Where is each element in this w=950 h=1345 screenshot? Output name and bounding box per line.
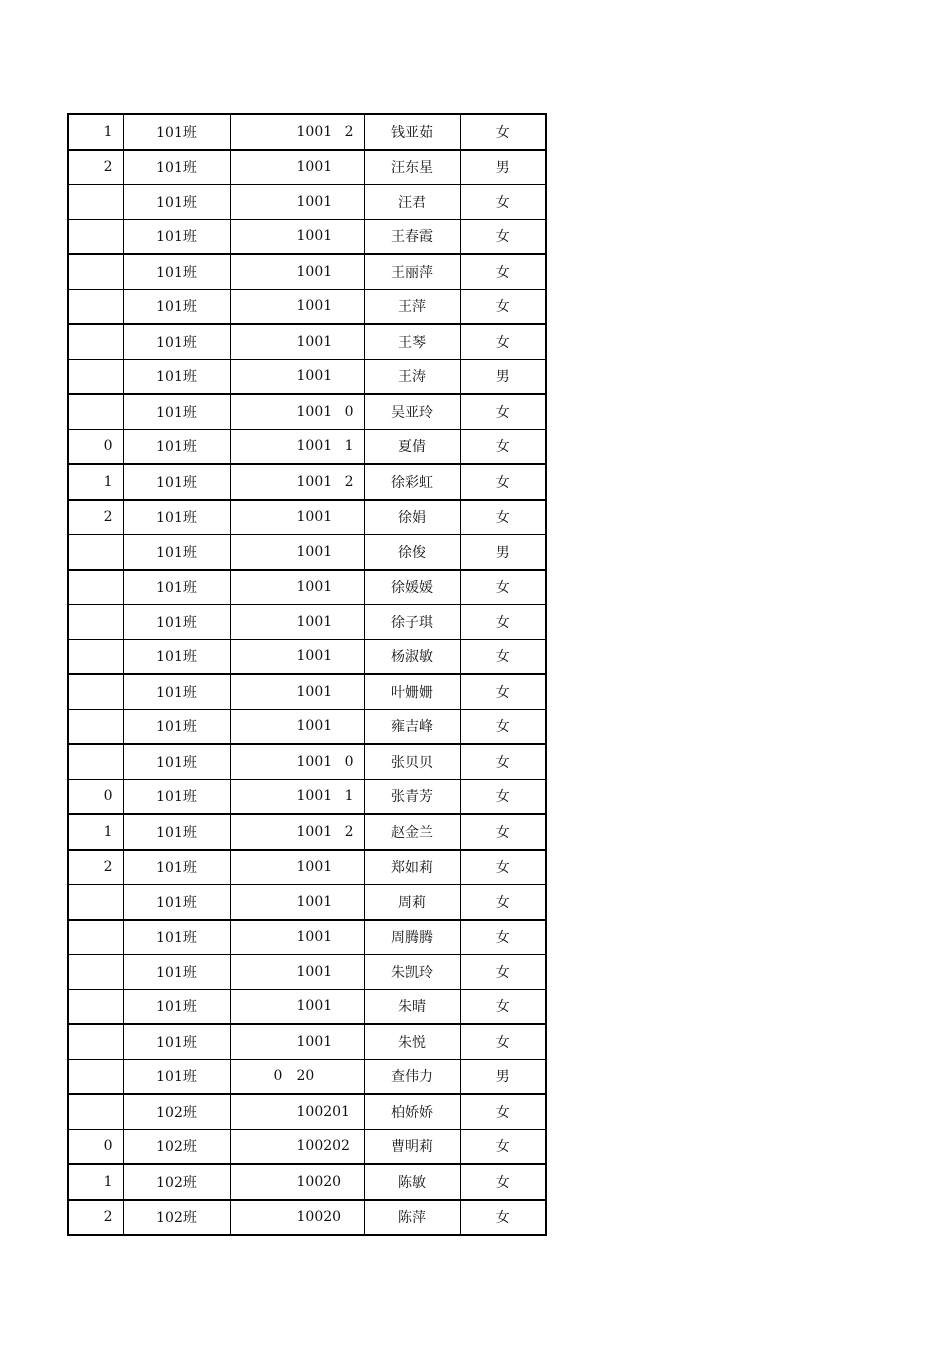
class-cell: 101班: [123, 254, 230, 289]
code-number: 1001: [296, 438, 333, 455]
table-row: [68, 920, 546, 955]
seq-cell: [68, 185, 123, 220]
gender-cell: 女: [460, 254, 546, 289]
gender-cell: 女: [460, 674, 546, 709]
seq-cell: [68, 920, 123, 955]
code-cell: [230, 150, 364, 185]
table-row: [68, 885, 546, 920]
seq-cell: 2: [68, 850, 123, 885]
class-cell: 101班: [123, 639, 230, 674]
seq-cell: [68, 989, 123, 1024]
code-number: 1001: [296, 1033, 333, 1050]
student-roster-table: [67, 113, 547, 1236]
class-cell: 101班: [123, 359, 230, 394]
class-cell: 101班: [123, 500, 230, 535]
name-cell: 雍吉峰: [364, 709, 460, 744]
seq-cell: [68, 709, 123, 744]
gender-cell: 女: [460, 1129, 546, 1164]
gender-cell: 女: [460, 850, 546, 885]
table-row: [68, 1164, 546, 1200]
table-row: [68, 535, 546, 570]
code-number: 1001: [296, 648, 333, 665]
gender-cell: 女: [460, 219, 546, 254]
class-cell: 101班: [123, 150, 230, 185]
name-cell: 朱凯玲: [364, 955, 460, 990]
code-number: 10020: [296, 1209, 342, 1226]
code-cell: [230, 885, 364, 920]
seq-cell: [68, 359, 123, 394]
code-cell: [230, 114, 364, 150]
gender-cell: 女: [460, 1200, 546, 1236]
table-row: [68, 850, 546, 885]
name-cell: 王丽萍: [364, 254, 460, 289]
table-row: [68, 1024, 546, 1059]
gender-cell: 女: [460, 185, 546, 220]
code-cell: [230, 535, 364, 570]
name-cell: 王春霞: [364, 219, 460, 254]
seq-cell: [68, 639, 123, 674]
code-number: 1001: [296, 368, 333, 385]
seq-cell: 0: [68, 1129, 123, 1164]
code-suffix: 0: [344, 753, 354, 770]
class-cell: 102班: [123, 1164, 230, 1200]
class-cell: 101班: [123, 989, 230, 1024]
table-row: [68, 744, 546, 779]
code-suffix: 20: [296, 1068, 315, 1085]
seq-cell: [68, 1094, 123, 1129]
code-suffix: 2: [344, 123, 354, 140]
code-cell: [230, 1164, 364, 1200]
seq-cell: [68, 1059, 123, 1094]
gender-cell: 女: [460, 570, 546, 605]
seq-cell: [68, 1024, 123, 1059]
class-cell: 101班: [123, 114, 230, 150]
code-number: 1001: [296, 718, 333, 735]
gender-cell: 女: [460, 920, 546, 955]
table-row: [68, 254, 546, 289]
code-suffix: 0: [344, 403, 354, 420]
name-cell: 徐俊: [364, 535, 460, 570]
code-number: 10020: [296, 1173, 342, 1190]
code-number: 1001: [296, 193, 333, 210]
seq-cell: [68, 254, 123, 289]
gender-cell: 女: [460, 500, 546, 535]
code-number: 1001: [296, 683, 333, 700]
class-cell: 101班: [123, 814, 230, 850]
gender-cell: 女: [460, 1164, 546, 1200]
gender-cell: 女: [460, 989, 546, 1024]
seq-cell: 0: [68, 429, 123, 464]
table-row: [68, 709, 546, 744]
code-number: 1001: [296, 929, 333, 946]
code-number: 100201: [296, 1103, 350, 1120]
code-cell: [230, 464, 364, 500]
table-row: [68, 779, 546, 814]
table-row: [68, 955, 546, 990]
name-cell: 钱亚茹: [364, 114, 460, 150]
code-number: 1001: [296, 509, 333, 526]
code-number: 1001: [296, 579, 333, 596]
table-row: [68, 289, 546, 324]
table-row: [68, 1059, 546, 1094]
class-cell: 101班: [123, 289, 230, 324]
name-cell: 徐媛媛: [364, 570, 460, 605]
table-row: [68, 814, 546, 850]
gender-cell: 女: [460, 1024, 546, 1059]
gender-cell: 女: [460, 605, 546, 640]
table-row: [68, 324, 546, 359]
code-suffix: 1: [344, 438, 354, 455]
code-cell: [230, 570, 364, 605]
table-row: [68, 639, 546, 674]
name-cell: 赵金兰: [364, 814, 460, 850]
table-row: [68, 570, 546, 605]
code-cell: [230, 254, 364, 289]
code-cell: [230, 1024, 364, 1059]
code-cell: [230, 219, 364, 254]
gender-cell: 女: [460, 639, 546, 674]
code-cell: [230, 359, 364, 394]
code-number: 1001: [296, 859, 333, 876]
code-cell: [230, 920, 364, 955]
seq-cell: 2: [68, 150, 123, 185]
table-row: [68, 185, 546, 220]
code-number: 1001: [296, 613, 333, 630]
code-cell: [230, 850, 364, 885]
code-number: 1001: [296, 473, 333, 490]
name-cell: 郑如莉: [364, 850, 460, 885]
class-cell: 101班: [123, 324, 230, 359]
class-cell: 101班: [123, 920, 230, 955]
name-cell: 杨淑敏: [364, 639, 460, 674]
name-cell: 陈敏: [364, 1164, 460, 1200]
class-cell: 101班: [123, 744, 230, 779]
name-cell: 徐彩虹: [364, 464, 460, 500]
seq-cell: [68, 535, 123, 570]
gender-cell: 女: [460, 744, 546, 779]
code-cell: [230, 989, 364, 1024]
gender-cell: 女: [460, 1094, 546, 1129]
code-cell: [230, 1129, 364, 1164]
gender-cell: 女: [460, 429, 546, 464]
seq-cell: [68, 955, 123, 990]
class-cell: 101班: [123, 674, 230, 709]
name-cell: 周莉: [364, 885, 460, 920]
code-number: 1001: [296, 333, 333, 350]
code-number: 100202: [296, 1138, 350, 1155]
code-number: 0: [273, 1068, 283, 1085]
class-cell: 101班: [123, 779, 230, 814]
name-cell: 徐子琪: [364, 605, 460, 640]
seq-cell: [68, 674, 123, 709]
seq-cell: 1: [68, 814, 123, 850]
code-cell: [230, 500, 364, 535]
class-cell: 101班: [123, 394, 230, 429]
code-number: 1001: [296, 823, 333, 840]
table-row: [68, 394, 546, 429]
class-cell: 101班: [123, 570, 230, 605]
code-number: 1001: [296, 788, 333, 805]
code-cell: [230, 955, 364, 990]
code-cell: [230, 1059, 364, 1094]
table-row: [68, 359, 546, 394]
code-cell: [230, 709, 364, 744]
gender-cell: 男: [460, 535, 546, 570]
table-row: [68, 150, 546, 185]
code-suffix: 2: [344, 823, 354, 840]
code-number: 1001: [296, 753, 333, 770]
seq-cell: [68, 744, 123, 779]
name-cell: 朱悦: [364, 1024, 460, 1059]
name-cell: 王涛: [364, 359, 460, 394]
seq-cell: 0: [68, 779, 123, 814]
gender-cell: 女: [460, 885, 546, 920]
class-cell: 101班: [123, 535, 230, 570]
name-cell: 吴亚玲: [364, 394, 460, 429]
code-cell: [230, 814, 364, 850]
code-number: 1001: [296, 963, 333, 980]
name-cell: 陈萍: [364, 1200, 460, 1236]
gender-cell: 男: [460, 150, 546, 185]
gender-cell: 女: [460, 394, 546, 429]
name-cell: 叶姗姗: [364, 674, 460, 709]
seq-cell: 1: [68, 114, 123, 150]
code-cell: [230, 185, 364, 220]
code-suffix: 1: [344, 788, 354, 805]
table-row: [68, 1200, 546, 1236]
code-number: 1001: [296, 893, 333, 910]
roster-table-body: [68, 114, 546, 1235]
table-row: [68, 219, 546, 254]
gender-cell: 女: [460, 814, 546, 850]
class-cell: 101班: [123, 429, 230, 464]
seq-cell: [68, 605, 123, 640]
name-cell: 周腾腾: [364, 920, 460, 955]
name-cell: 朱晴: [364, 989, 460, 1024]
gender-cell: 女: [460, 324, 546, 359]
class-cell: 101班: [123, 185, 230, 220]
class-cell: 102班: [123, 1094, 230, 1129]
table-row: [68, 429, 546, 464]
table-row: [68, 989, 546, 1024]
code-number: 1001: [296, 123, 333, 140]
seq-cell: [68, 289, 123, 324]
gender-cell: 女: [460, 955, 546, 990]
class-cell: 101班: [123, 605, 230, 640]
seq-cell: 1: [68, 1164, 123, 1200]
code-number: 1001: [296, 298, 333, 315]
seq-cell: 2: [68, 500, 123, 535]
name-cell: 王萍: [364, 289, 460, 324]
table-row: [68, 114, 546, 150]
name-cell: 张青芳: [364, 779, 460, 814]
name-cell: 王琴: [364, 324, 460, 359]
code-cell: [230, 605, 364, 640]
class-cell: 101班: [123, 850, 230, 885]
code-number: 1001: [296, 228, 333, 245]
name-cell: 柏娇娇: [364, 1094, 460, 1129]
gender-cell: 女: [460, 709, 546, 744]
code-suffix: 2: [344, 473, 354, 490]
gender-cell: 女: [460, 779, 546, 814]
table-row: [68, 1094, 546, 1129]
seq-cell: 2: [68, 1200, 123, 1236]
code-cell: [230, 779, 364, 814]
class-cell: 101班: [123, 885, 230, 920]
table-row: [68, 500, 546, 535]
class-cell: 102班: [123, 1200, 230, 1236]
name-cell: 徐娟: [364, 500, 460, 535]
seq-cell: [68, 570, 123, 605]
table-row: [68, 605, 546, 640]
name-cell: 张贝贝: [364, 744, 460, 779]
code-number: 1001: [296, 159, 333, 176]
code-cell: [230, 289, 364, 324]
class-cell: 102班: [123, 1129, 230, 1164]
code-cell: [230, 324, 364, 359]
table-row: [68, 674, 546, 709]
seq-cell: 1: [68, 464, 123, 500]
class-cell: 101班: [123, 219, 230, 254]
gender-cell: 女: [460, 114, 546, 150]
code-cell: [230, 429, 364, 464]
table-row: [68, 1129, 546, 1164]
class-cell: 101班: [123, 709, 230, 744]
code-cell: [230, 1094, 364, 1129]
name-cell: 曹明莉: [364, 1129, 460, 1164]
name-cell: 汪东星: [364, 150, 460, 185]
seq-cell: [68, 324, 123, 359]
code-number: 1001: [296, 543, 333, 560]
code-cell: [230, 394, 364, 429]
code-number: 1001: [296, 403, 333, 420]
seq-cell: [68, 394, 123, 429]
class-cell: 101班: [123, 1059, 230, 1094]
code-number: 1001: [296, 998, 333, 1015]
gender-cell: 男: [460, 1059, 546, 1094]
name-cell: 查伟力: [364, 1059, 460, 1094]
gender-cell: 女: [460, 464, 546, 500]
gender-cell: 男: [460, 359, 546, 394]
seq-cell: [68, 219, 123, 254]
class-cell: 101班: [123, 464, 230, 500]
code-cell: [230, 1200, 364, 1236]
name-cell: 夏倩: [364, 429, 460, 464]
code-cell: [230, 744, 364, 779]
gender-cell: 女: [460, 289, 546, 324]
seq-cell: [68, 885, 123, 920]
code-cell: [230, 639, 364, 674]
class-cell: 101班: [123, 1024, 230, 1059]
code-number: 1001: [296, 263, 333, 280]
table-row: [68, 464, 546, 500]
name-cell: 汪君: [364, 185, 460, 220]
class-cell: 101班: [123, 955, 230, 990]
code-cell: [230, 674, 364, 709]
